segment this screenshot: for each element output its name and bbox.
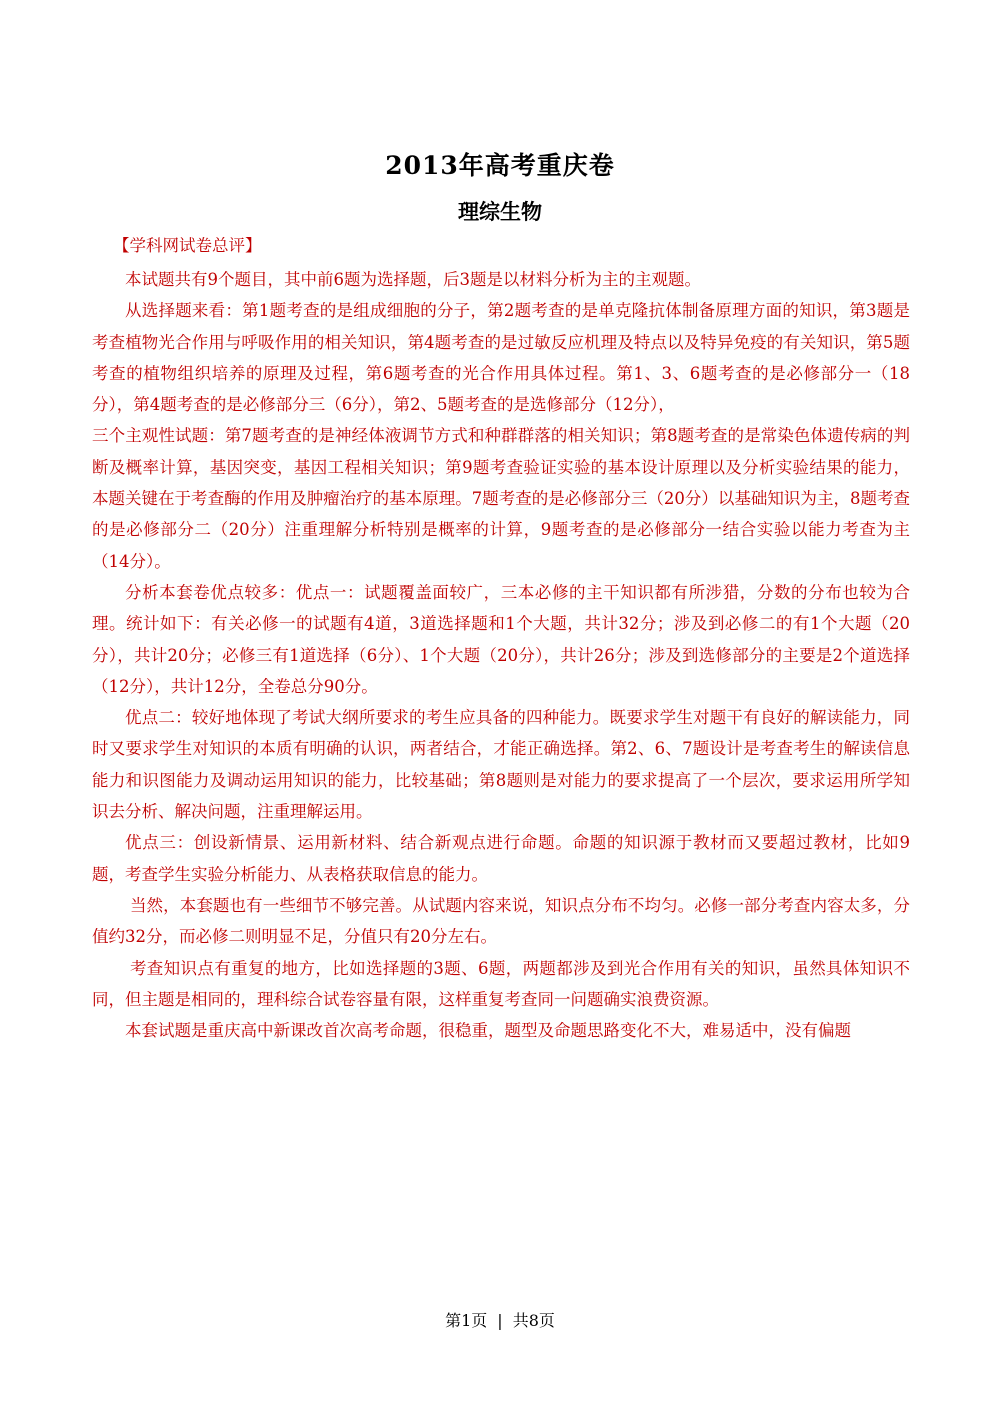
section-label: 【学科网试卷总评】 bbox=[113, 236, 262, 255]
document-body bbox=[92, 264, 910, 1046]
paragraph-conclusion: 本套试题是重庆高中新课改首次高考命题，很稳重，题型及命题思路变化不大，难易适中，没有偏题 bbox=[125, 1021, 851, 1041]
paragraph-shortcoming: 当然，本套题也有一些细节不够完善。从试题内容来说，知识点分布不均匀。必修一部分考查内容太多，分值约32分，而必修二则明显不足，分值只有20分左右。 bbox=[92, 895, 910, 947]
paragraph-choice-questions: 从选择题来看：第1题考查的是组成细胞的分子，第2题考查的是单克隆抗体制备原理方面的知识，第3题是考查植物光合作用与呼吸作用的相关知识，第4题考查的是过敏反应机理及特点以及特异免疫的有关知识，第5题考查的植物组织培养的原理及过程，第6题考查的光合作用具体过程。第1、3、6题考查的是必修部分一（18分），第4题考查的是必修部分三（6分），第2、5题考查的是选修部分（12分）， bbox=[92, 301, 910, 415]
paragraph-repetition: 考查知识点有重复的地方，比如选择题的3题、6题，两题都涉及到光合作用有关的知识，虽然具体知识不同，但主题是相同的，理科综合试卷容量有限，这样重复考查同一问题确实浪费资源。 bbox=[92, 958, 910, 1009]
paragraph-advantage-two: 优点二：较好地体现了考试大纲所要求的考生应具备的四种能力。既要求学生对题干有良好的解读能力，同时又要求学生对知识的本质有明确的认识，两者结合，才能正确选择。第2、6、7题设计是考查考生的解读信息能力和识图能力及调动运用知识的能力，比较基础；第8题则是对能力的要求提高了一个层次，要求运用所学知识去分析、解决问题，注重理解运用。 bbox=[92, 708, 910, 822]
footer-separator: | bbox=[497, 1311, 503, 1330]
paragraph-advantage-three: 优点三：创设新情景、运用新材料、结合新观点进行命题。命题的知识源于教材而又要超过教材，比如9题，考查学生实验分析能力、从表格获取信息的能力。 bbox=[92, 833, 910, 884]
document-title: 2013年高考重庆卷 bbox=[385, 151, 615, 180]
page-number-total: 共8页 bbox=[512, 1311, 555, 1330]
paragraph-advantage-one: 分析本套卷优点较多：优点一：试题覆盖面较广，三本必修的主干知识都有所涉猎，分数的分布也较为合理。统计如下：有关必修一的试题有4道，3道选择题和1个大题，共计32分；涉及到必修二的有1个大题（20分），共计20分；必修三有1道选择（6分）、1个大题（20分），共计26分；涉及到选修部分的主要是2个道选择（12分），共计12分，全卷总分90分。 bbox=[92, 582, 910, 696]
paragraph-intro: 本试题共有9个题目，其中前6题为选择题，后3题是以材料分析为主的主观题。 bbox=[125, 270, 701, 289]
document-subtitle: 理综生物 bbox=[458, 199, 542, 224]
page-footer bbox=[0, 1308, 1000, 1331]
paragraph-subjective-questions: 三个主观性试题：第7题考查的是神经体液调节方式和种群群落的相关知识；第8题考查的是常染色体遗传病的判断及概率计算，基因突变，基因工程相关知识；第9题考查验证实验的基本设计原理以及分析实验结果的能力，本题关键在于考查酶的作用及肿瘤治疗的基本原理。7题考查的是必修部分三（20分）以基础知识为主，8题考查的是必修部分二（20分）注重理解分析特别是概率的计算，9题考查的是必修部分一结合实验以能力考查为主（14分）。 bbox=[92, 426, 910, 571]
page-number-current: 第1页 bbox=[445, 1311, 488, 1330]
